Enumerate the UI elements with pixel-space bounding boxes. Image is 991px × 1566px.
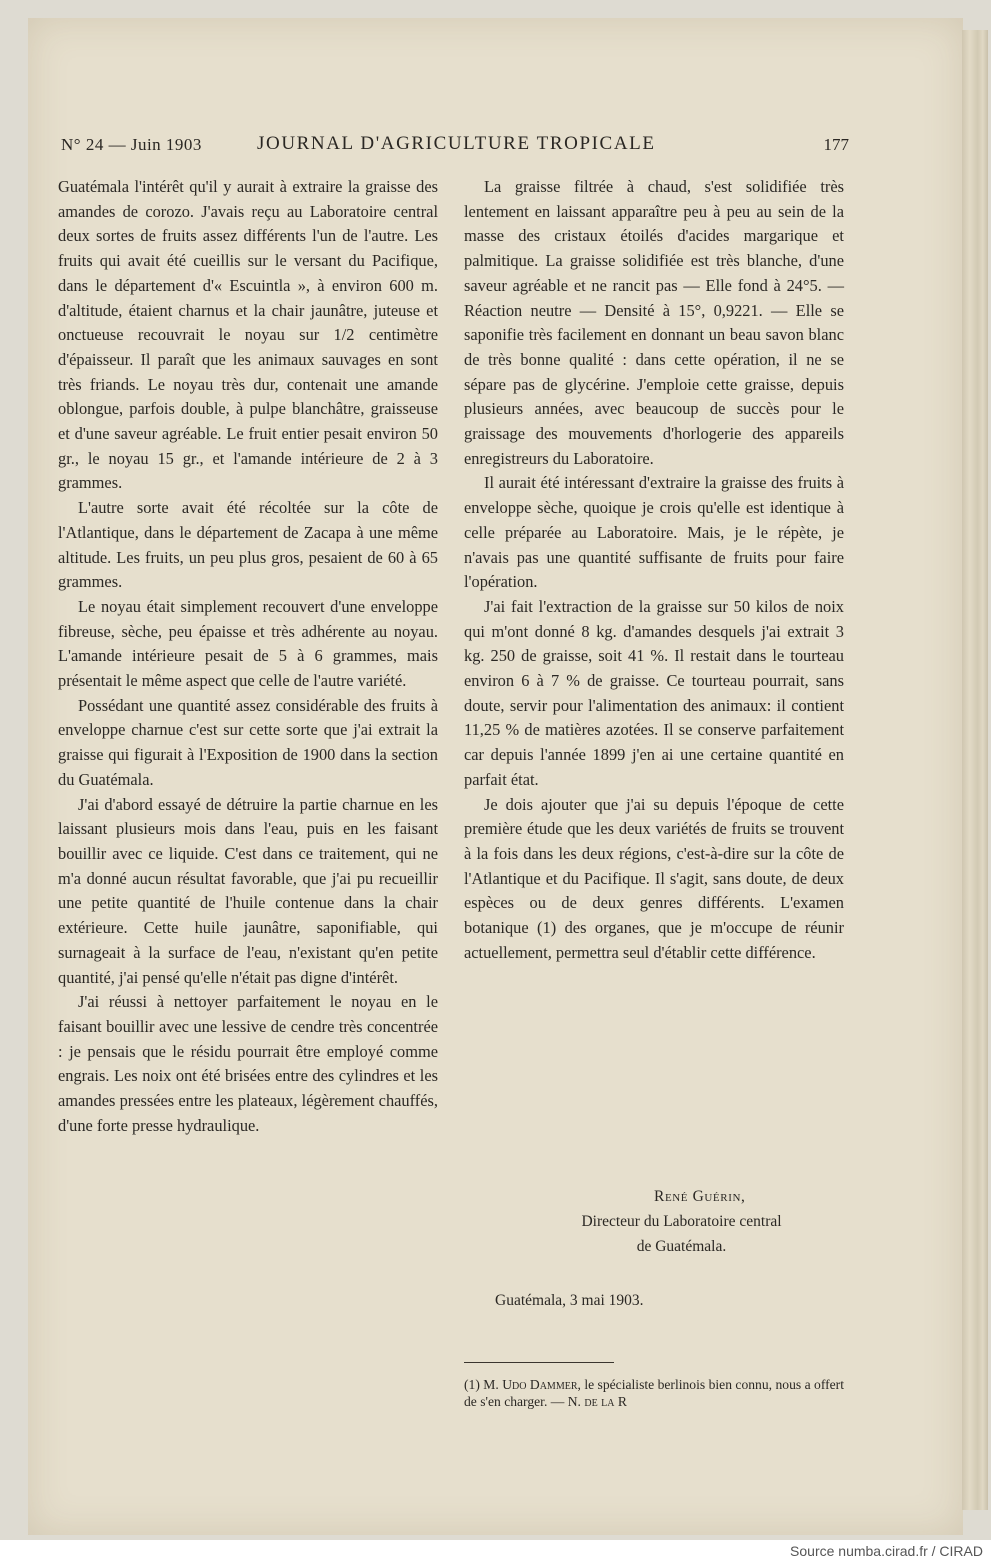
footnote-person: Udo Dammer: [502, 1377, 578, 1392]
paragraph: Il aurait été intéressant d'extraire la graisse des fruits à enveloppe sèche, quoique je crois qu'elle est identique à celle préparée au Laboratoire. Mais, je le répète, je n'avais pas une quantité suffisante de fruits pour faire l'opération.: [464, 473, 844, 592]
paragraph: Possédant une quantité assez considérable des fruits à enveloppe charnue c'est sur cette sorte que j'ai extrait la graisse qui figurait à l'Exposition de 1900 dans la section du Guatémala.: [58, 695, 438, 789]
author-name: René Guérin,: [654, 1188, 746, 1205]
running-header: [61, 133, 849, 159]
paragraph: La graisse filtrée à chaud, s'est solidifiée très lentement en laissant apparaître peu à peu au sein de la masse des cristaux étoilés d'acides margarique et palmitique. La graisse solidifiée est très blanche, d'une saveur agréable et ne rancit pas — Elle fond à 24°5. — Réaction neutre — Densité à 15°, 0,9221. — Elle se saponifie très facilement en donnant un beau savon blanc de très bonne qualité : dans cette opération, il ne se sépare pas de glycérine. J'emploie cette graisse, depuis plusieurs années, avec beaucoup de succès pour le graissage des mouvements d'horlogerie des appareils enregistreurs du Laboratoire.: [464, 177, 844, 468]
signature-block: [464, 1184, 849, 1259]
dateline: Guatémala, 3 mai 1903.: [495, 1292, 644, 1309]
left-column: [58, 175, 438, 1138]
author-title: Directeur du Laboratoire central: [581, 1213, 782, 1230]
source-credit: Source numba.cirad.fr / CIRAD: [790, 1543, 983, 1559]
paragraph: L'autre sorte avait été récoltée sur la côte de l'Atlantique, dans le département de Zacapa à une même altitude. Les fruits, un peu plus gros, pesaient de 60 à 65 grammes.: [58, 498, 438, 592]
issue-label: N° 24 — Juin 1903: [61, 135, 202, 154]
right-column: [464, 175, 844, 966]
journal-title: JOURNAL D'AGRICULTURE TROPICALE: [257, 133, 656, 154]
paragraph: Le noyau était simplement recouvert d'une enveloppe fibreuse, sèche, peu épaisse et très adhérente au noyau. L'amande intérieure pesait de 5 à 6 grammes, mais présentait le même aspect que celle de l'autre variété.: [58, 596, 438, 691]
footnote-signoff: de la R: [584, 1394, 627, 1409]
paragraph: J'ai d'abord essayé de détruire la partie charnue en les laissant plusieurs mois dans l'eau, puis en les faisant bouillir avec ce liquide. C'est dans ce traitement, qui ne m'a donné aucun résultat favorable, que j'ai pu recueillir une petite quantité de l'huile contenue dans la chair extérieure. Cette huile jaunâtre, saponifiable, qui surnageait à la surface de l'eau, n'existant qu'en petite quantité, j'ai pensé qu'elle n'était pas digne d'intérêt.: [58, 794, 438, 987]
paragraph: J'ai fait l'extraction de la graisse sur 50 kilos de noix qui m'ont donné 8 kg. d'amandes desquels j'ai extrait 3 kg. 250 de graisse, soit 41 %. Il restait dans le tourteau environ 6 à 7 % de graisse. Ce tourteau pourrait, sans doute, servir pour l'alimentation des animaux: il contient 11,25 % de matières azotées. Il se conserve parfaitement car depuis l'année 1899 j'en ai une certaine quantité en parfait état.: [464, 596, 844, 789]
paragraph: J'ai réussi à nettoyer parfaitement le noyau en le faisant bouillir avec une lessive de cendre très concentrée : je pensais que le résidu pourrait être employé comme engrais. Les noix ont été brisées entre des cylindres et les amandes pressées entre les plateaux, légèrement chauffés, d'une forte presse hydraulique.: [58, 992, 438, 1135]
footnote-marker: (1) M.: [464, 1377, 499, 1392]
footnote-text: , le spécialiste berlinois bien connu, nous a offert de s'en charger. — N.: [464, 1377, 844, 1409]
footnote: [464, 1376, 844, 1410]
page-edge: [962, 30, 988, 1510]
page-number: 177: [823, 135, 849, 154]
author-place: de Guatémala.: [636, 1238, 727, 1255]
paragraph: Je dois ajouter que j'ai su depuis l'époque de cette première étude que les deux variétés de fruits se trouvent à la fois dans les deux régions, c'est-à-dire sur la côte de l'Atlantique et du Pacifique. Il s'agit, sans doute, de deux espèces ou de deux genres différents. L'examen botanique (1) des organes, que je m'occupe de réunir actuellement, permettra seul d'établir cette différence.: [464, 794, 844, 962]
footnote-divider: [464, 1362, 614, 1363]
paragraph: Guatémala l'intérêt qu'il y aurait à extraire la graisse des amandes de corozo. J'avais reçu au Laboratoire central deux sortes de fruits assez différents l'un de l'autre. Les fruits qui avait été cueillis sur le versant du Pacifique, dans le département d'« Escuintla », à environ 600 m. d'altitude, étaient charnus et la chair jaunâtre, juteuse et onctueuse recouvrait le noyau sur 1/2 centimètre d'épaisseur. Il paraît que les animaux sauvages en sont très friands. Le noyau très dur, contenait une amande oblongue, parfois double, à pulpe blanchâtre, graisseuse et d'une saveur agréable. Le fruit entier pesait environ 50 gr., le noyau 15 gr., et l'amande intérieure de 2 à 3 grammes.: [58, 177, 438, 493]
